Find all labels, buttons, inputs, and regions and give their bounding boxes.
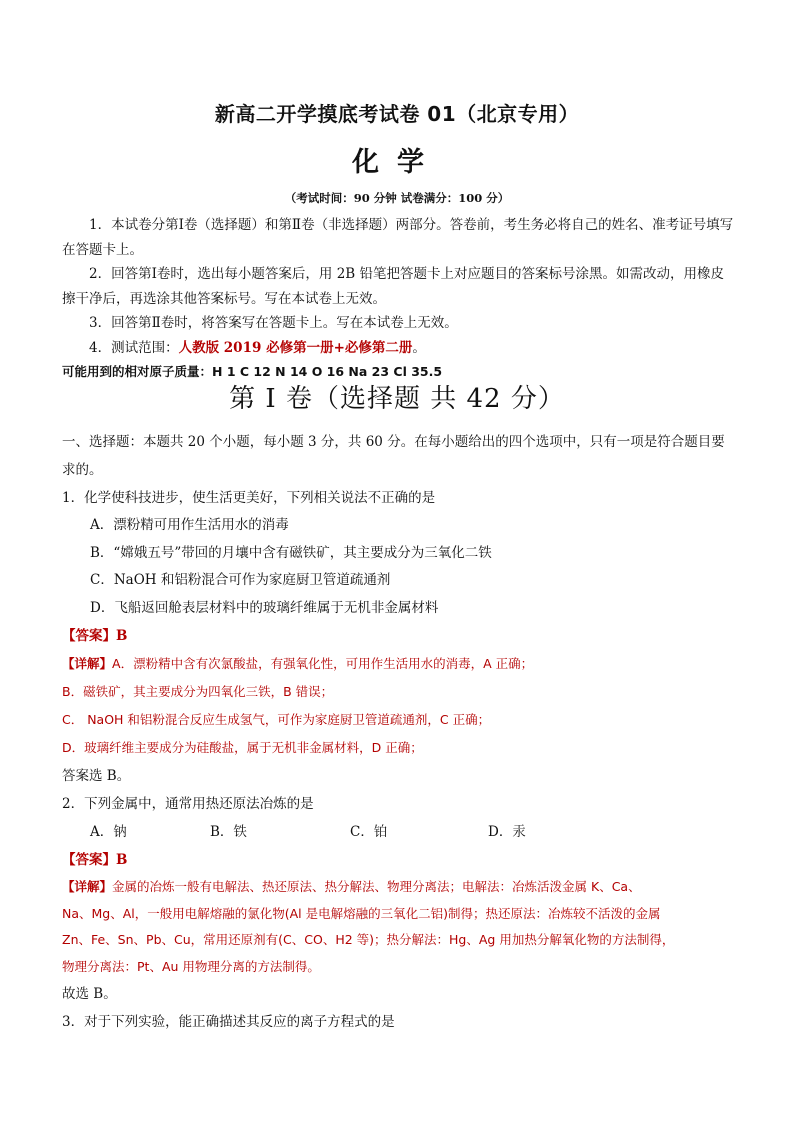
note-4-suffix: 。 [412, 339, 426, 356]
question-1-detail-1 [62, 650, 734, 678]
note-3: 3．回答第Ⅱ卷时，将答案写在答题卡上。写在本试卷上无效。 [89, 315, 458, 331]
question-1-option-c: C．NaOH 和铝粉混合可作为家庭厨卫管道疏通剂 [90, 572, 391, 588]
question-1-option-d: D．飞船返回舱表层材料中的玻璃纤维属于无机非金属材料 [90, 599, 439, 616]
detail-label: 【详解】 [62, 879, 113, 894]
answer-label: 【答案】 [62, 628, 116, 644]
question-1-stem: 1．化学使科技进步，使生活更美好，下列相关说法不正确的是 [62, 490, 436, 506]
question-2-choice-b: B．铁 [210, 824, 247, 840]
note-4 [62, 336, 734, 361]
exam-notes [62, 213, 734, 385]
question-3-stem: 3．对于下列实验，能正确描述其反应的离子方程式的是 [62, 1014, 395, 1030]
questions [62, 428, 734, 1036]
section-instructions: 一、选择题：本题共 20 个小题，每小题 3 分，共 60 分。在每小题给出的四个选项中，只有一项是符合题目要求的。 [62, 434, 725, 478]
question-2-detail-2: Na、Mg、Al，一般用电解熔融的氯化物(Al 是电解熔融的三氧化二铝)制得；热还原法：冶炼较不活泼的金属 [62, 905, 661, 921]
question-1-detail-3: C． NaOH 和铝粉混合反应生成氢气，可作为家庭厨卫管道疏通剂，C 正确； [62, 712, 491, 727]
section-title: 第 I 卷（选择题 共 42 分） [229, 384, 565, 414]
question-2-detail-1 [62, 874, 734, 901]
subject-title: 化学 [352, 147, 442, 178]
question-1-conclusion: 答案选 B。 [62, 768, 131, 784]
exam-meta: （考试时间：90 分钟 试卷满分：100 分） [284, 191, 510, 205]
test-scope: 人教版 2019 必修第一册+必修第二册 [178, 339, 413, 356]
question-2-answer [62, 846, 734, 874]
atomic-masses: 可能用到的相对原子质量：H 1 C 12 N 14 O 16 Na 23 Cl 35.5 [62, 364, 443, 379]
answer-value: B [116, 628, 128, 644]
question-2-detail-3: Zn、Fe、Sn、Pb、Cu，常用还原剂有(C、CO、H2 等)；热分解法：Hg、Ag 用加热分解氧化物的方法制得， [62, 932, 675, 947]
detail-text: 金属的冶炼一般有电解法、热还原法、热分解法、物理分离法；电解法：冶炼活泼金属 K、Ca、 [112, 879, 641, 894]
detail-text: A．漂粉精中含有次氯酸盐，有强氧化性，可用作生活用水的消毒，A 正确； [112, 656, 534, 671]
question-2-detail-4: 物理分离法：Pt、Au 用物理分离的方法制得。 [62, 958, 320, 974]
question-1-detail-2: B．磁铁矿，其主要成分为四氧化三铁，B 错误； [62, 684, 334, 699]
question-2-choice-d: D．汞 [488, 824, 526, 840]
question-1-option-a: A．漂粉精可用作生活用水的消毒 [90, 517, 289, 533]
note-1: 1．本试卷分第Ⅰ卷（选择题）和第Ⅱ卷（非选择题）两部分。答卷前，考生务必将自己的姓名、准考证号填写在答题卡上。 [62, 217, 734, 258]
exam-title: 新高二开学摸底考试卷 01（北京专用） [214, 102, 580, 126]
answer-value: B [116, 852, 128, 868]
question-2-choices [62, 818, 734, 846]
question-1-detail-4: D．玻璃纤维主要成分为硅酸盐，属于无机非金属材料，D 正确； [62, 740, 423, 755]
question-2-choice-c: C．铂 [350, 824, 388, 840]
answer-label: 【答案】 [62, 852, 116, 868]
question-2-stem: 2．下列金属中，通常用热还原法冶炼的是 [62, 796, 314, 812]
note-4-prefix: 4．测试范围： [89, 339, 179, 356]
note-2: 2．回答第Ⅰ卷时，选出每小题答案后，用 2B 铅笔把答题卡上对应题目的答案标号涂黑。如需改动，用橡皮擦干净后，再选涂其他答案标号。写在本试卷上无效。 [62, 266, 725, 307]
question-1-option-b: B．“嫦娥五号”带回的月壤中含有磁铁矿，其主要成分为三氧化二铁 [90, 544, 492, 561]
question-1-answer [62, 622, 734, 650]
detail-label: 【详解】 [62, 656, 113, 671]
question-2-conclusion: 故选 B。 [62, 986, 117, 1002]
question-2-choice-a: A．钠 [90, 824, 127, 840]
